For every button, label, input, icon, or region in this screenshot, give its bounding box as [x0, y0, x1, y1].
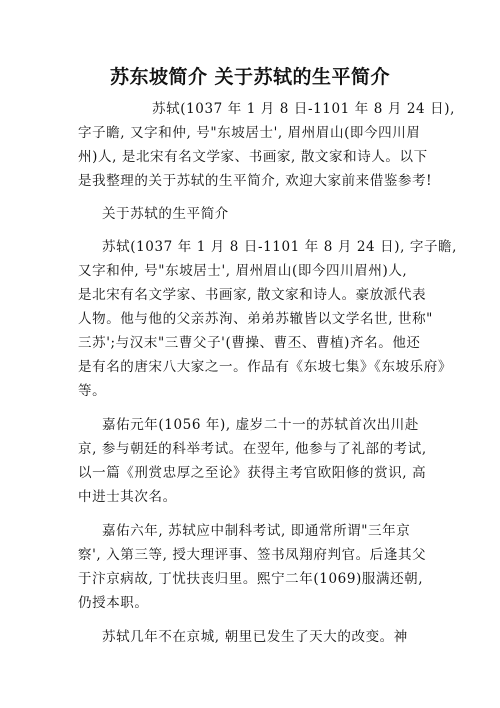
text-line: 于汴京病故, 丁忧扶丧归里。熙宁二年(1069)服满还朝, [78, 571, 424, 587]
text-line: 是北宋有名文学家、书画家, 散文家和诗人。豪放派代表 [78, 287, 427, 303]
text-line: 等。 [78, 383, 107, 399]
text-line: 嘉佑六年, 苏轼应中制科考试, 即通常所谓"三年京 [102, 523, 411, 539]
text-line: 三苏';与汉末"三曹父子'(曹操、曹丕、曹植)齐名。他还 [78, 335, 421, 351]
section-heading: 关于苏轼的生平简介 [102, 206, 229, 222]
text-line: 仍授本职。 [78, 595, 149, 611]
text-line: 苏轼(1037 年 1 月 8 日-1101 年 8 月 24 日), [152, 101, 455, 117]
text-line: 是我整理的关于苏轼的生平简介, 欢迎大家前来借鉴参考! [78, 173, 433, 189]
text-line: 嘉佑元年(1056 年), 虚岁二十一的苏轼首次出川赴 [102, 417, 419, 433]
text-line: 苏轼(1037 年 1 月 8 日-1101 年 8 月 24 日), 字子瞻, [102, 239, 458, 255]
text-line: 察', 入第三等, 授大理评事、签书凤翔府判官。后逢其父 [78, 547, 427, 563]
text-line: 是有名的唐宋八大家之一。作品有《东坡七集》《东坡乐府》 [78, 359, 452, 375]
document-title: 苏东坡简介 关于苏轼的生平简介 [109, 66, 391, 88]
text-line: 人物。他与他的父亲苏洵、弟弟苏辙皆以文学名世, 世称" [78, 311, 433, 327]
text-line: 以一篇《刑赏忠厚之至论》获得主考官欧阳修的赏识, 高 [78, 465, 427, 481]
text-line: 京, 参与朝廷的科举考试。在翌年, 他参与了礼部的考试, [78, 441, 427, 457]
text-line: 字子瞻, 又字和仲, 号"东坡居士', 眉州眉山(即今四川眉 [78, 125, 421, 141]
text-line: 州)人, 是北宋有名文学家、书画家, 散文家和诗人。以下 [78, 149, 428, 165]
text-line: 苏轼几年不在京城, 朝里已发生了天大的改变。神 [102, 629, 408, 645]
text-line: 中进士其次名。 [78, 489, 177, 505]
text-line: 又字和仲, 号"东坡居士', 眉州眉山(即今四川眉州)人, [78, 263, 408, 279]
